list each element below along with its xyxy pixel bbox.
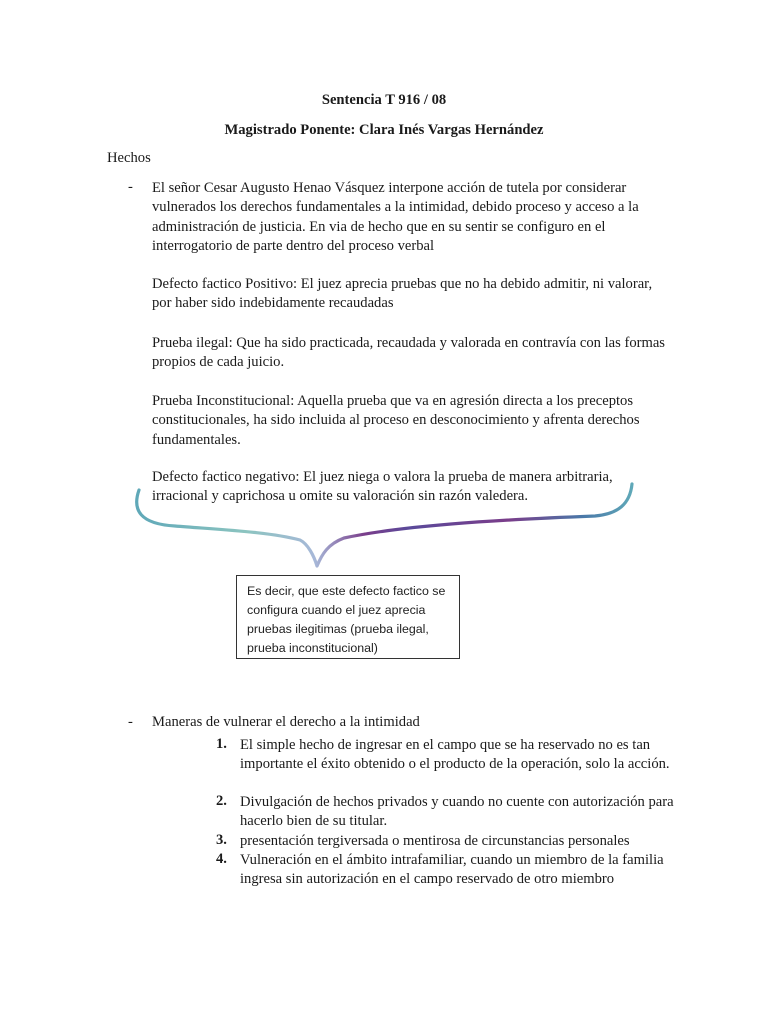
bullet-dash: - [128, 714, 133, 730]
defecto-positivo-paragraph: Defecto factico Positivo: El juez aprecia pruebas que no ha debido admitir, ni valorar, por haber sido indebidamente recaudadas [152, 276, 653, 312]
list-item-number: 4. [216, 851, 227, 867]
list-item-number: 1. [216, 736, 227, 752]
callout-note-box: Es decir, que este defecto factico se configura cuando el juez aprecia pruebas ilegitimas (prueba ilegal, prueba inconstitucional) [236, 575, 460, 659]
list-item-text: Divulgación de hechos privados y cuando no cuente con autorización para hacerlo bien de su titular. [240, 794, 674, 830]
prueba-inconstitucional-paragraph: Prueba Inconstitucional: Aquella prueba que va en agresión directa a los preceptos constitucionales, ha sido incluida al proceso en desconocimiento y afrenta derechos fundamentales. [152, 393, 640, 448]
defecto-negativo-paragraph: Defecto factico negativo: El juez niega o valora la prueba de manera arbitraria, irracional y caprichosa u omite su valoración sin razón valedera. [152, 469, 613, 505]
maneras-title: Maneras de vulnerar el derecho a la intimidad [152, 714, 420, 730]
list-item-text: presentación tergiversada o mentirosa de circunstancias personales [240, 833, 630, 849]
list-item-text: El simple hecho de ingresar en el campo que se ha reservado no es tan importante el éxito obtenido o el producto de la operación, solo la acción. [240, 737, 670, 773]
document-subtitle: Magistrado Ponente: Clara Inés Vargas Hernández [224, 122, 544, 138]
document-title: Sentencia T 916 / 08 [321, 92, 447, 108]
list-item-number: 3. [216, 832, 227, 848]
curly-brace-annotation [130, 480, 642, 575]
list-item-text: Vulneración en el ámbito intrafamiliar, cuando un miembro de la familia ingresa sin autorización en el campo reservado de otro miembro [240, 852, 664, 888]
hechos-paragraph: El señor Cesar Augusto Henao Vásquez interpone acción de tutela por considerar vulnerados los derechos fundamentales a la intimidad, debido proceso y acceso a la administración de justicia. En via de hecho que en su sentir se configuro en el interrogatorio de parte dentro del proceso verbal [152, 180, 639, 255]
prueba-ilegal-paragraph: Prueba ilegal: Que ha sido practicada, recaudada y valorada en contravía con las formas propios de cada juicio. [152, 335, 665, 371]
section-heading-hechos: Hechos [107, 150, 151, 166]
bullet-dash: - [128, 179, 133, 195]
list-item-number: 2. [216, 793, 227, 809]
